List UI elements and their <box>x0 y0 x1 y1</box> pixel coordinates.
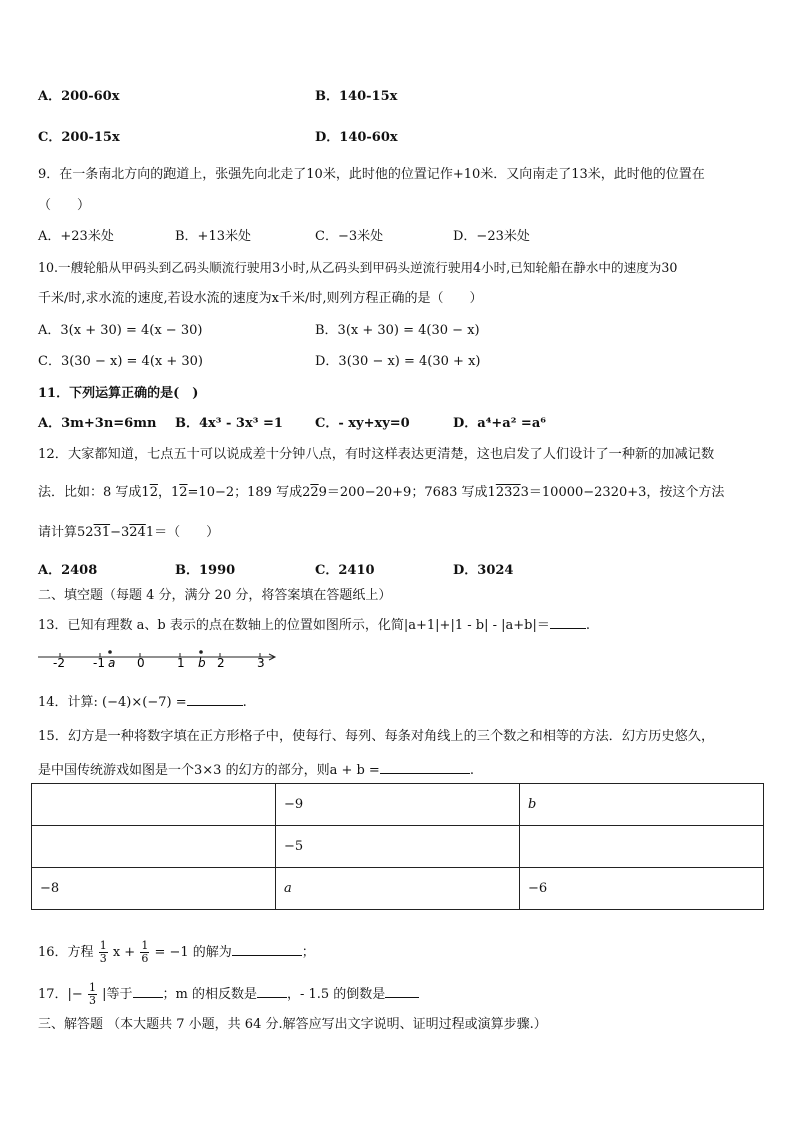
q8-option-d: D．140-60x <box>315 130 398 145</box>
number-line-tick-label: -2 <box>53 656 65 670</box>
magic-cell <box>32 826 276 868</box>
q9-option-c: C．−3米处 <box>315 229 384 244</box>
q11-option-b: B．4x³ - 3x³ =1 <box>175 416 283 431</box>
magic-cell: −9 <box>276 784 520 826</box>
number-line-tick-label: 2 <box>217 656 225 670</box>
magic-cell: −5 <box>276 826 520 868</box>
q9-option-d: D．−23米处 <box>453 229 530 244</box>
q9-option-b: B．+13米处 <box>175 229 251 244</box>
q13-stem: 13．已知有理数 a、b 表示的点在数轴上的位置如图所示，化简|a+1|+|1 - b| - |a+b|＝ . <box>38 614 590 635</box>
q12-option-d: D．3024 <box>453 563 514 578</box>
q9-paren: （ ） <box>38 198 91 213</box>
q17-stem: 17．|− $\frac{1}{3}$ |等于 ；m 的相反数是 ，- 1.5 的倒数是 <box>38 978 419 1012</box>
q8-option-b: B．140-15x <box>315 89 398 104</box>
q12-stem-line2: 法．比如：8 写成12，12=10−2；189 写成229＝200−20+9；7683 写成12323＝10000−2320+3，按这个方法 <box>38 485 725 500</box>
q10-option-d: D．3(30 − x) = 4(30 + x) <box>315 354 481 369</box>
q15-stem-line1: 15．幻方是一种将数字填在正方形格子中，使每行、每列、每条对角线上的三个数之和相等的方法．幻方历史悠久， <box>38 729 715 744</box>
section3-heading: 三、解答题 （本大题共 7 小题，共 64 分.解答应写出文字说明、证明过程或演算步骤.） <box>38 1017 547 1032</box>
q15-stem-line2: 是中国传统游戏如图是一个3×3 的幻方的部分，则a + b = . <box>38 759 474 780</box>
q8-option-a: A．200-60x <box>38 89 120 104</box>
number-line-tick-label: 3 <box>257 656 265 670</box>
q12-option-c: C．2410 <box>315 563 375 578</box>
number-line-tick-label: 0 <box>137 656 145 670</box>
q11-option-a: A．3m+3n=6mn <box>38 416 157 431</box>
magic-cell <box>520 826 764 868</box>
q14-stem: 14．计算: (−4)×(−7) = . <box>38 691 247 712</box>
q12-option-a: A．2408 <box>38 563 98 578</box>
q11-option-d: D．a⁴+a² =a⁶ <box>453 416 546 431</box>
q12-stem-line3: 请计算5231−3241＝（ ） <box>38 525 220 540</box>
magic-cell: −6 <box>520 868 764 910</box>
q12-option-b: B．1990 <box>175 563 236 578</box>
q12-stem-line1: 12．大家都知道，七点五十可以说成差十分钟八点，有时这样表达更清楚，这也启发了人们设计了一种新的加减记数 <box>38 447 715 462</box>
point-a-label: a <box>108 656 116 670</box>
magic-cell <box>32 784 276 826</box>
number-line-tick-label: 1 <box>177 656 185 670</box>
q9-stem: 9．在一条南北方向的跑道上，张强先向北走了10米，此时他的位置记作+10米．又向南走了13米，此时他的位置在 <box>38 167 705 182</box>
magic-cell: −8 <box>32 868 276 910</box>
q8-option-c: C．200-15x <box>38 130 120 145</box>
section2-heading: 二、填空题（每题 4 分，满分 20 分，将答案填在答题纸上） <box>38 588 392 603</box>
point-b-dot <box>199 650 203 654</box>
q10-stem-line1: 10.一艘轮船从甲码头到乙码头顺流行驶用3小时,从乙码头到甲码头逆流行驶用4小时,已知轮船在静水中的速度为30 <box>38 260 678 275</box>
q10-option-c: C．3(30 − x) = 4(x + 30) <box>38 354 203 369</box>
q16-stem: 16．方程 $\frac{1}{3}$ x + $\frac{1}{6}$ = −1 的解为 ； <box>38 939 315 965</box>
q10-option-a: A．3(x + 30) = 4(x − 30) <box>38 323 203 338</box>
magic-cell: b <box>520 784 764 826</box>
q10-stem-line2: 千米/时,求水流的速度,若设水流的速度为x千米/时,则列方程正确的是（ ） <box>38 291 483 306</box>
q9-option-a: A．+23米处 <box>38 229 114 244</box>
magic-cell: a <box>276 868 520 910</box>
q13-number-line <box>36 643 280 673</box>
q10-option-b: B．3(x + 30) = 4(30 − x) <box>315 323 480 338</box>
point-b-label: b <box>198 656 206 670</box>
number-line-tick-label: -1 <box>93 656 105 670</box>
point-a-dot <box>108 650 112 654</box>
q11-option-c: C．- xy+xy=0 <box>315 416 410 431</box>
q15-magic-square <box>31 783 764 910</box>
q11-stem: 11．下列运算正确的是( ) <box>38 386 199 401</box>
